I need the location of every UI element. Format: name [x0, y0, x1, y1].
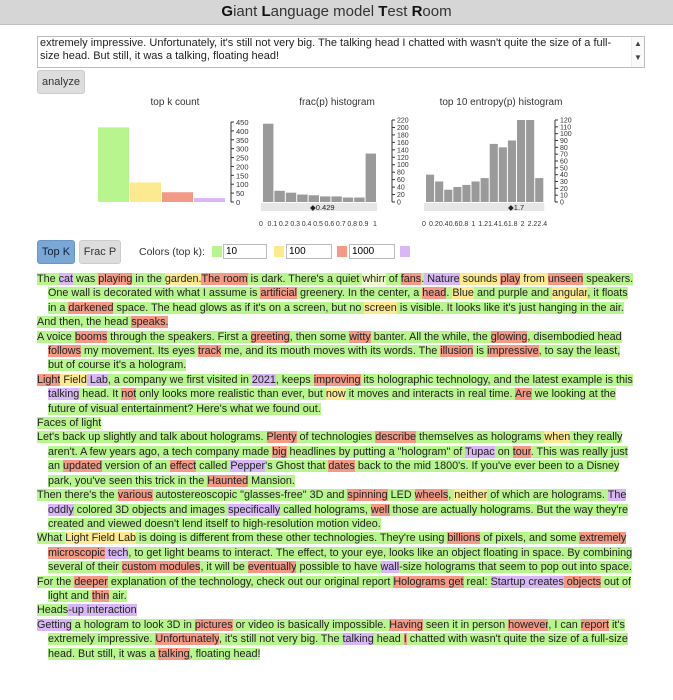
token[interactable]: Then there's the [37, 489, 118, 502]
token[interactable]: through the speakers. First a [107, 330, 251, 343]
token[interactable]: is visible. It looks like it's just hanging in the air. [396, 301, 624, 314]
green-threshold-input[interactable] [223, 244, 267, 259]
token[interactable]: back to the mid 1800's. If you've ever been to a Disney park, you've seen this trick in the [48, 460, 620, 487]
token[interactable]: whirr [362, 273, 386, 285]
token[interactable]: in the [132, 273, 165, 285]
token[interactable]: A voice [37, 330, 75, 343]
token[interactable]: we looking at the future of visual entertainment? Here's what we found out. [48, 388, 616, 415]
token[interactable]: talking [158, 647, 190, 660]
topk-bar-1000 [162, 192, 193, 202]
token[interactable]: Nature [424, 273, 460, 285]
hist-bar [274, 191, 284, 202]
topk-bar-100 [130, 182, 161, 202]
text-paragraph [37, 603, 637, 617]
token[interactable]: when [544, 431, 571, 444]
hist-x-tick-label: 0 [422, 221, 426, 228]
hist-y-tick-label: 100 [397, 162, 409, 170]
token[interactable]: it moves and interacts in real time. [345, 388, 515, 401]
token[interactable]: Plenty [266, 431, 297, 444]
token[interactable]: version of an [102, 460, 170, 473]
token[interactable]: Faces of light [37, 417, 102, 430]
text-paragraph [37, 531, 637, 574]
hist-x-tick-label: 2.4 [537, 221, 548, 228]
token[interactable]: , keeps [275, 373, 314, 386]
token[interactable]: What [37, 532, 66, 545]
topk-y-tick-label: 50 [236, 189, 245, 199]
token[interactable]: witty [349, 330, 371, 343]
token[interactable]: neither [454, 489, 488, 502]
token[interactable]: custom modules [121, 561, 201, 574]
hist-y-tick-label: 40 [397, 184, 405, 192]
token[interactable]: And then, the head [37, 316, 132, 329]
token[interactable]: , it will be [200, 561, 248, 574]
hist-bar [435, 182, 443, 203]
token[interactable]: booms [74, 330, 108, 343]
hist-x-tick-label: 0.9 [358, 221, 369, 228]
token[interactable]: Blue [452, 287, 474, 300]
token[interactable]: tech [105, 546, 129, 559]
hist-y-tick-label: 80 [560, 144, 568, 152]
token[interactable]: of pixels, and some [480, 532, 580, 545]
token[interactable]: follows [48, 345, 82, 358]
hist-x-tick-label: 0.2 [428, 221, 439, 228]
hist-x-tick-label: 1.8 [507, 221, 518, 228]
token[interactable]: head [422, 287, 447, 300]
hist-x-tick-label: 1.4 [488, 221, 498, 228]
token[interactable]: , to say the least, but of course it's a hologram. [48, 345, 621, 372]
hist-x-tick-label: 0.6 [448, 221, 459, 228]
hist-x-tick-label: 0.8 [458, 221, 469, 228]
token[interactable]: real: [463, 575, 491, 588]
token[interactable]: I [403, 633, 407, 646]
token[interactable]: Holograms [393, 575, 446, 588]
hist-x-tick-label: 0.4 [438, 221, 449, 228]
topk-bar-10 [98, 127, 129, 202]
token[interactable]: wall [380, 561, 400, 574]
hist-bar [354, 198, 364, 202]
token[interactable]: pictures [194, 618, 233, 631]
token[interactable]: wheels [414, 489, 449, 502]
token[interactable]: head. It [79, 388, 122, 401]
hist-bar [481, 178, 489, 202]
token[interactable]: LED [387, 489, 415, 502]
token[interactable]: improving [313, 373, 361, 386]
token[interactable]: Pepper [230, 460, 266, 473]
token[interactable]: on [494, 445, 513, 458]
token[interactable]: , floating head! [189, 647, 261, 660]
token[interactable]: playing [98, 273, 133, 285]
hist-y-tick-label: 110 [560, 124, 572, 132]
token[interactable]: my movement. Its eyes [81, 345, 199, 358]
yellow-threshold-input[interactable] [286, 244, 332, 259]
token[interactable]: Having [389, 618, 423, 631]
text-paragraph [37, 416, 637, 430]
text-paragraph [37, 330, 637, 373]
hist-y-tick-label: 120 [397, 154, 409, 162]
scroll-up-icon: ▲ [634, 39, 642, 48]
hist-y-tick-label: 60 [397, 177, 405, 185]
token[interactable]: , to get light beams to interact. The effect, to your eye, looks like an object floating in space. By combining several of their [48, 546, 633, 574]
token[interactable]: Haunted [207, 474, 249, 487]
topk-y-tick-label: 350 [236, 135, 249, 145]
token[interactable]: themselves as holograms [416, 431, 545, 444]
hist-bar [526, 120, 534, 202]
entropy-histogram-chart [420, 112, 590, 232]
hist-y-tick-label: 20 [560, 185, 568, 193]
token[interactable]: eventually [247, 561, 297, 574]
token[interactable]: it's extremely impressive. [48, 618, 625, 646]
hist-y-tick-label: 120 [560, 117, 572, 125]
analyze-button[interactable]: analyze [37, 70, 85, 94]
token[interactable]: spinning [347, 489, 388, 502]
hist-bar [499, 147, 507, 202]
token[interactable]: sounds [459, 273, 501, 285]
token[interactable]: 2021 [251, 373, 276, 386]
hist-x-tick-label: 1.2 [478, 221, 489, 228]
token[interactable]: cat [58, 273, 74, 285]
token[interactable]: talking [48, 388, 80, 401]
hist-y-tick-label: 50 [560, 165, 568, 173]
topk-bar-rest [194, 198, 225, 202]
token[interactable]: Mansion. [248, 474, 295, 487]
hist-y-tick-label: 70 [560, 151, 568, 159]
token[interactable]: For the [37, 575, 75, 588]
token[interactable]: thin [91, 589, 110, 602]
scroll-down-icon: ▼ [634, 53, 642, 62]
hist-y-tick-label: 10 [560, 192, 568, 200]
token[interactable]: space. The head glows as if it's on a screen, but no [113, 301, 365, 314]
token[interactable]: various [117, 489, 153, 502]
token[interactable]: -size holograms that seem to pop out into space. [399, 561, 632, 574]
red-threshold-input[interactable] [349, 244, 395, 259]
hist-bar [535, 178, 543, 202]
hist-bar [462, 185, 470, 202]
hist-y-tick-label: 20 [397, 192, 405, 200]
range-slider-track [424, 203, 544, 211]
token[interactable]: of technologies [296, 431, 376, 444]
token[interactable]: was [73, 273, 99, 285]
token[interactable]: banter. All the while, the [370, 330, 491, 343]
token[interactable]: illusion [440, 345, 474, 358]
hist-y-tick-label: 30 [560, 179, 568, 186]
token[interactable]: chatted with wasn't quite the size of a full-size head. But still, it was a [48, 633, 628, 660]
token[interactable]: or video is basically impossible. [232, 618, 390, 631]
hist-bar [309, 195, 319, 202]
token[interactable]: Field [60, 373, 87, 386]
token[interactable]: unseen [547, 273, 584, 285]
hist-bar [297, 195, 307, 202]
hist-bar [453, 187, 461, 202]
hist-x-tick-label: 1 [373, 221, 377, 228]
input-textarea[interactable] [38, 37, 632, 67]
topk-y-tick-label: 200 [236, 162, 249, 172]
hist-x-tick-label: 2.2 [527, 221, 538, 228]
token[interactable]: get [445, 575, 464, 588]
chart-title-topk: top k count [150, 97, 200, 108]
token[interactable]: a hologram to look 3D in [71, 618, 195, 631]
title-word: est [387, 3, 412, 20]
token[interactable]: Let's back up slightly and talk about holograms. [37, 431, 267, 444]
token[interactable]: updated [63, 460, 103, 473]
colors-label: Colors (top k): [139, 246, 205, 258]
hist-x-tick-label: 0.5 [313, 221, 323, 228]
text-paragraph [37, 315, 637, 329]
hist-bar [472, 182, 480, 203]
token[interactable]: out of light and [48, 575, 632, 602]
topk-count-chart [95, 112, 265, 212]
text-paragraph [37, 430, 637, 488]
title-initial: R [411, 3, 423, 20]
token[interactable]: billions [447, 532, 481, 545]
chart-title-entropy: top 10 entropy(p) histogram [439, 97, 563, 108]
token[interactable]: head [373, 633, 404, 646]
token[interactable]: The oddly [48, 489, 627, 516]
app-title [0, 0, 673, 25]
token[interactable]: , it floats in a [48, 287, 628, 314]
hist-x-tick-label: 0.6 [324, 221, 335, 228]
token[interactable]: colored 3D objects and images [73, 503, 229, 516]
token[interactable]: . This was really just an [48, 445, 628, 473]
token[interactable]: Unfortunately [155, 633, 219, 646]
token[interactable]: The [37, 273, 59, 285]
token[interactable]: , a company we first visited in [107, 373, 252, 386]
hist-y-tick-label: 0 [397, 199, 401, 207]
topk-y-tick-label: 300 [236, 144, 249, 154]
hist-bar [508, 141, 516, 203]
token[interactable]: autostereoscopic "glasses-free" 3D and [152, 489, 348, 502]
token[interactable]: -up interaction [68, 604, 137, 617]
title-word: iant [233, 3, 262, 20]
token[interactable]: called [196, 460, 231, 473]
topk-y-tick-label: 250 [236, 153, 249, 163]
tab-top-k[interactable]: Top K [37, 240, 75, 264]
hist-bar [426, 175, 434, 202]
hist-y-tick-label: 140 [397, 147, 409, 155]
token[interactable]: screen [364, 301, 397, 314]
hist-x-tick-label: 0.3 [290, 221, 301, 228]
token[interactable]: from [520, 273, 548, 285]
token[interactable]: garden. [164, 273, 202, 285]
hist-x-tick-label: 0.7 [335, 221, 346, 228]
hist-x-tick-label: 0.2 [278, 221, 289, 228]
token[interactable]: Getting [37, 618, 72, 631]
token[interactable]: however [508, 618, 549, 631]
hist-bar [263, 124, 273, 202]
hist-y-tick-label: 180 [397, 132, 409, 140]
token[interactable]: 's Ghost that [265, 460, 329, 473]
hist-bar [490, 144, 498, 202]
token[interactable]: , then some [289, 330, 350, 343]
token[interactable]: Light [37, 373, 61, 386]
green-swatch [212, 246, 222, 257]
hist-y-tick-label: 160 [397, 139, 409, 147]
hist-x-tick-label: 0 [259, 221, 263, 228]
token[interactable]: glowing [490, 330, 528, 343]
title-initial: G [221, 3, 234, 20]
hist-x-tick-label: 0.4 [301, 221, 312, 228]
title-initial: T [378, 3, 388, 20]
token[interactable]: objects [563, 575, 602, 588]
topk-y-tick-label: 150 [236, 171, 249, 181]
title-word: oom [422, 3, 452, 20]
hist-bar [444, 190, 452, 202]
text-paragraph [37, 488, 637, 531]
token[interactable]: specifically [228, 503, 281, 516]
analyzed-text [37, 272, 637, 661]
topk-y-tick-label: 450 [236, 118, 249, 127]
token[interactable]: Heads [37, 604, 69, 617]
token[interactable]: dates [328, 460, 355, 473]
topk-y-tick-label: 400 [236, 126, 249, 136]
token[interactable]: seen it in person [422, 618, 509, 631]
hist-y-tick-label: 60 [560, 158, 568, 166]
token[interactable]: is doing is different from these other technologies. They're using [136, 532, 448, 545]
token[interactable]: tour [512, 445, 531, 458]
token[interactable]: speaks. [131, 316, 169, 329]
token[interactable]: is [473, 345, 488, 358]
purple-swatch [400, 246, 410, 257]
token[interactable]: , it's still not very big. The [218, 633, 343, 646]
token[interactable]: play [500, 273, 521, 285]
hist-y-tick-label: 90 [560, 138, 568, 145]
topk-y-tick-label: 100 [236, 180, 249, 190]
topk-y-tick-label: 0 [236, 198, 241, 207]
yellow-swatch [274, 246, 284, 257]
hist-bar [320, 196, 330, 202]
token[interactable]: extremely microscopic [48, 532, 627, 559]
token[interactable]: , [448, 489, 455, 502]
token[interactable]: of which are holograms. [487, 489, 608, 502]
hist-y-tick-label: 40 [560, 172, 568, 180]
hist-bar [286, 193, 296, 202]
token[interactable]: explanation of the technology, check out our original report [107, 575, 394, 588]
token[interactable]: of [385, 273, 401, 285]
token[interactable]: darkened [68, 301, 114, 314]
token[interactable]: only looks more realistic than ever, but [136, 388, 326, 401]
token[interactable]: and purple and [473, 287, 552, 300]
title-word: anguage model [270, 3, 379, 20]
token[interactable]: artificial [260, 287, 298, 300]
hist-bar [331, 196, 341, 202]
token[interactable]: those are actually holograms. But the way they're created and viewed doesn't lend itself to high-resolution motion video. [48, 503, 629, 530]
token[interactable]: , disembodied head [527, 330, 622, 343]
token[interactable]: Light Field Lab [65, 532, 137, 545]
token[interactable]: deeper [74, 575, 108, 588]
token[interactable]: angular [552, 287, 588, 300]
hist-y-tick-label: 220 [397, 117, 409, 125]
fracp-histogram-chart [255, 112, 420, 232]
token[interactable]: well [370, 503, 390, 516]
token[interactable]: speakers. One wall is decorated with what I assume is [48, 273, 634, 300]
hist-x-tick-label: 0.1 [267, 221, 278, 228]
token[interactable]: fans [400, 273, 422, 285]
token[interactable]: headlines by putting a "hologram" of [286, 445, 466, 458]
input-text-area-frame [37, 36, 645, 68]
hist-bar [366, 154, 376, 202]
token[interactable]: . [446, 287, 453, 300]
token[interactable]: describe [375, 431, 416, 444]
range-marker-label: ◆0.429 [310, 203, 335, 212]
token[interactable]: Tupac [465, 445, 495, 458]
hist-x-tick-label: 1 [471, 221, 476, 228]
token[interactable]: talking [342, 633, 374, 646]
token[interactable]: report [580, 618, 609, 631]
tab-frac-p[interactable]: Frac P [79, 240, 121, 264]
token[interactable]: track [198, 345, 222, 358]
hist-x-tick-label: 1.6 [497, 221, 508, 228]
token[interactable]: greeting [250, 330, 290, 343]
text-paragraph [37, 373, 637, 416]
hist-bar [517, 120, 525, 202]
token[interactable]: its holographic technology, and the latest example is this [360, 373, 633, 386]
hist-x-tick-label: 0.8 [347, 221, 358, 228]
hist-y-tick-label: 0 [560, 199, 564, 207]
token[interactable]: Are [514, 388, 532, 401]
text-paragraph [37, 618, 637, 661]
token[interactable]: not [121, 388, 137, 401]
token[interactable]: me, and its mouth moves with its words. The [221, 345, 441, 358]
hist-y-tick-label: 100 [560, 131, 572, 139]
hist-y-tick-label: 200 [397, 124, 409, 132]
token[interactable]: possible to have [296, 561, 381, 574]
token[interactable]: Lab [86, 373, 108, 386]
token[interactable]: . [421, 273, 425, 285]
token[interactable]: is dark. There's a quiet [247, 273, 363, 285]
token[interactable]: Startup creates [490, 575, 564, 588]
scrollbar[interactable] [631, 37, 644, 67]
token[interactable]: called holograms, [280, 503, 371, 516]
hist-bar [343, 198, 353, 202]
token[interactable]: air. [109, 589, 127, 602]
title-initial: L [261, 3, 271, 20]
range-marker-label: ◆1.7 [508, 203, 525, 212]
hist-x-tick-label: 2 [520, 221, 525, 228]
text-paragraph [37, 575, 637, 604]
token[interactable]: impressive [487, 345, 539, 358]
chart-title-fracp: frac(p) histogram [299, 97, 375, 108]
token[interactable]: The room [201, 273, 248, 285]
red-swatch [337, 246, 347, 257]
token[interactable]: big [272, 445, 287, 458]
token[interactable]: , I can [548, 618, 581, 631]
token[interactable]: they really aren't. A few years ago, a tech company made [48, 431, 623, 458]
token[interactable]: now [325, 388, 346, 401]
text-paragraph [37, 272, 637, 315]
hist-y-tick-label: 80 [397, 169, 405, 177]
token[interactable]: effect [169, 460, 197, 473]
token[interactable]: greenery. In the center, a [297, 287, 423, 300]
